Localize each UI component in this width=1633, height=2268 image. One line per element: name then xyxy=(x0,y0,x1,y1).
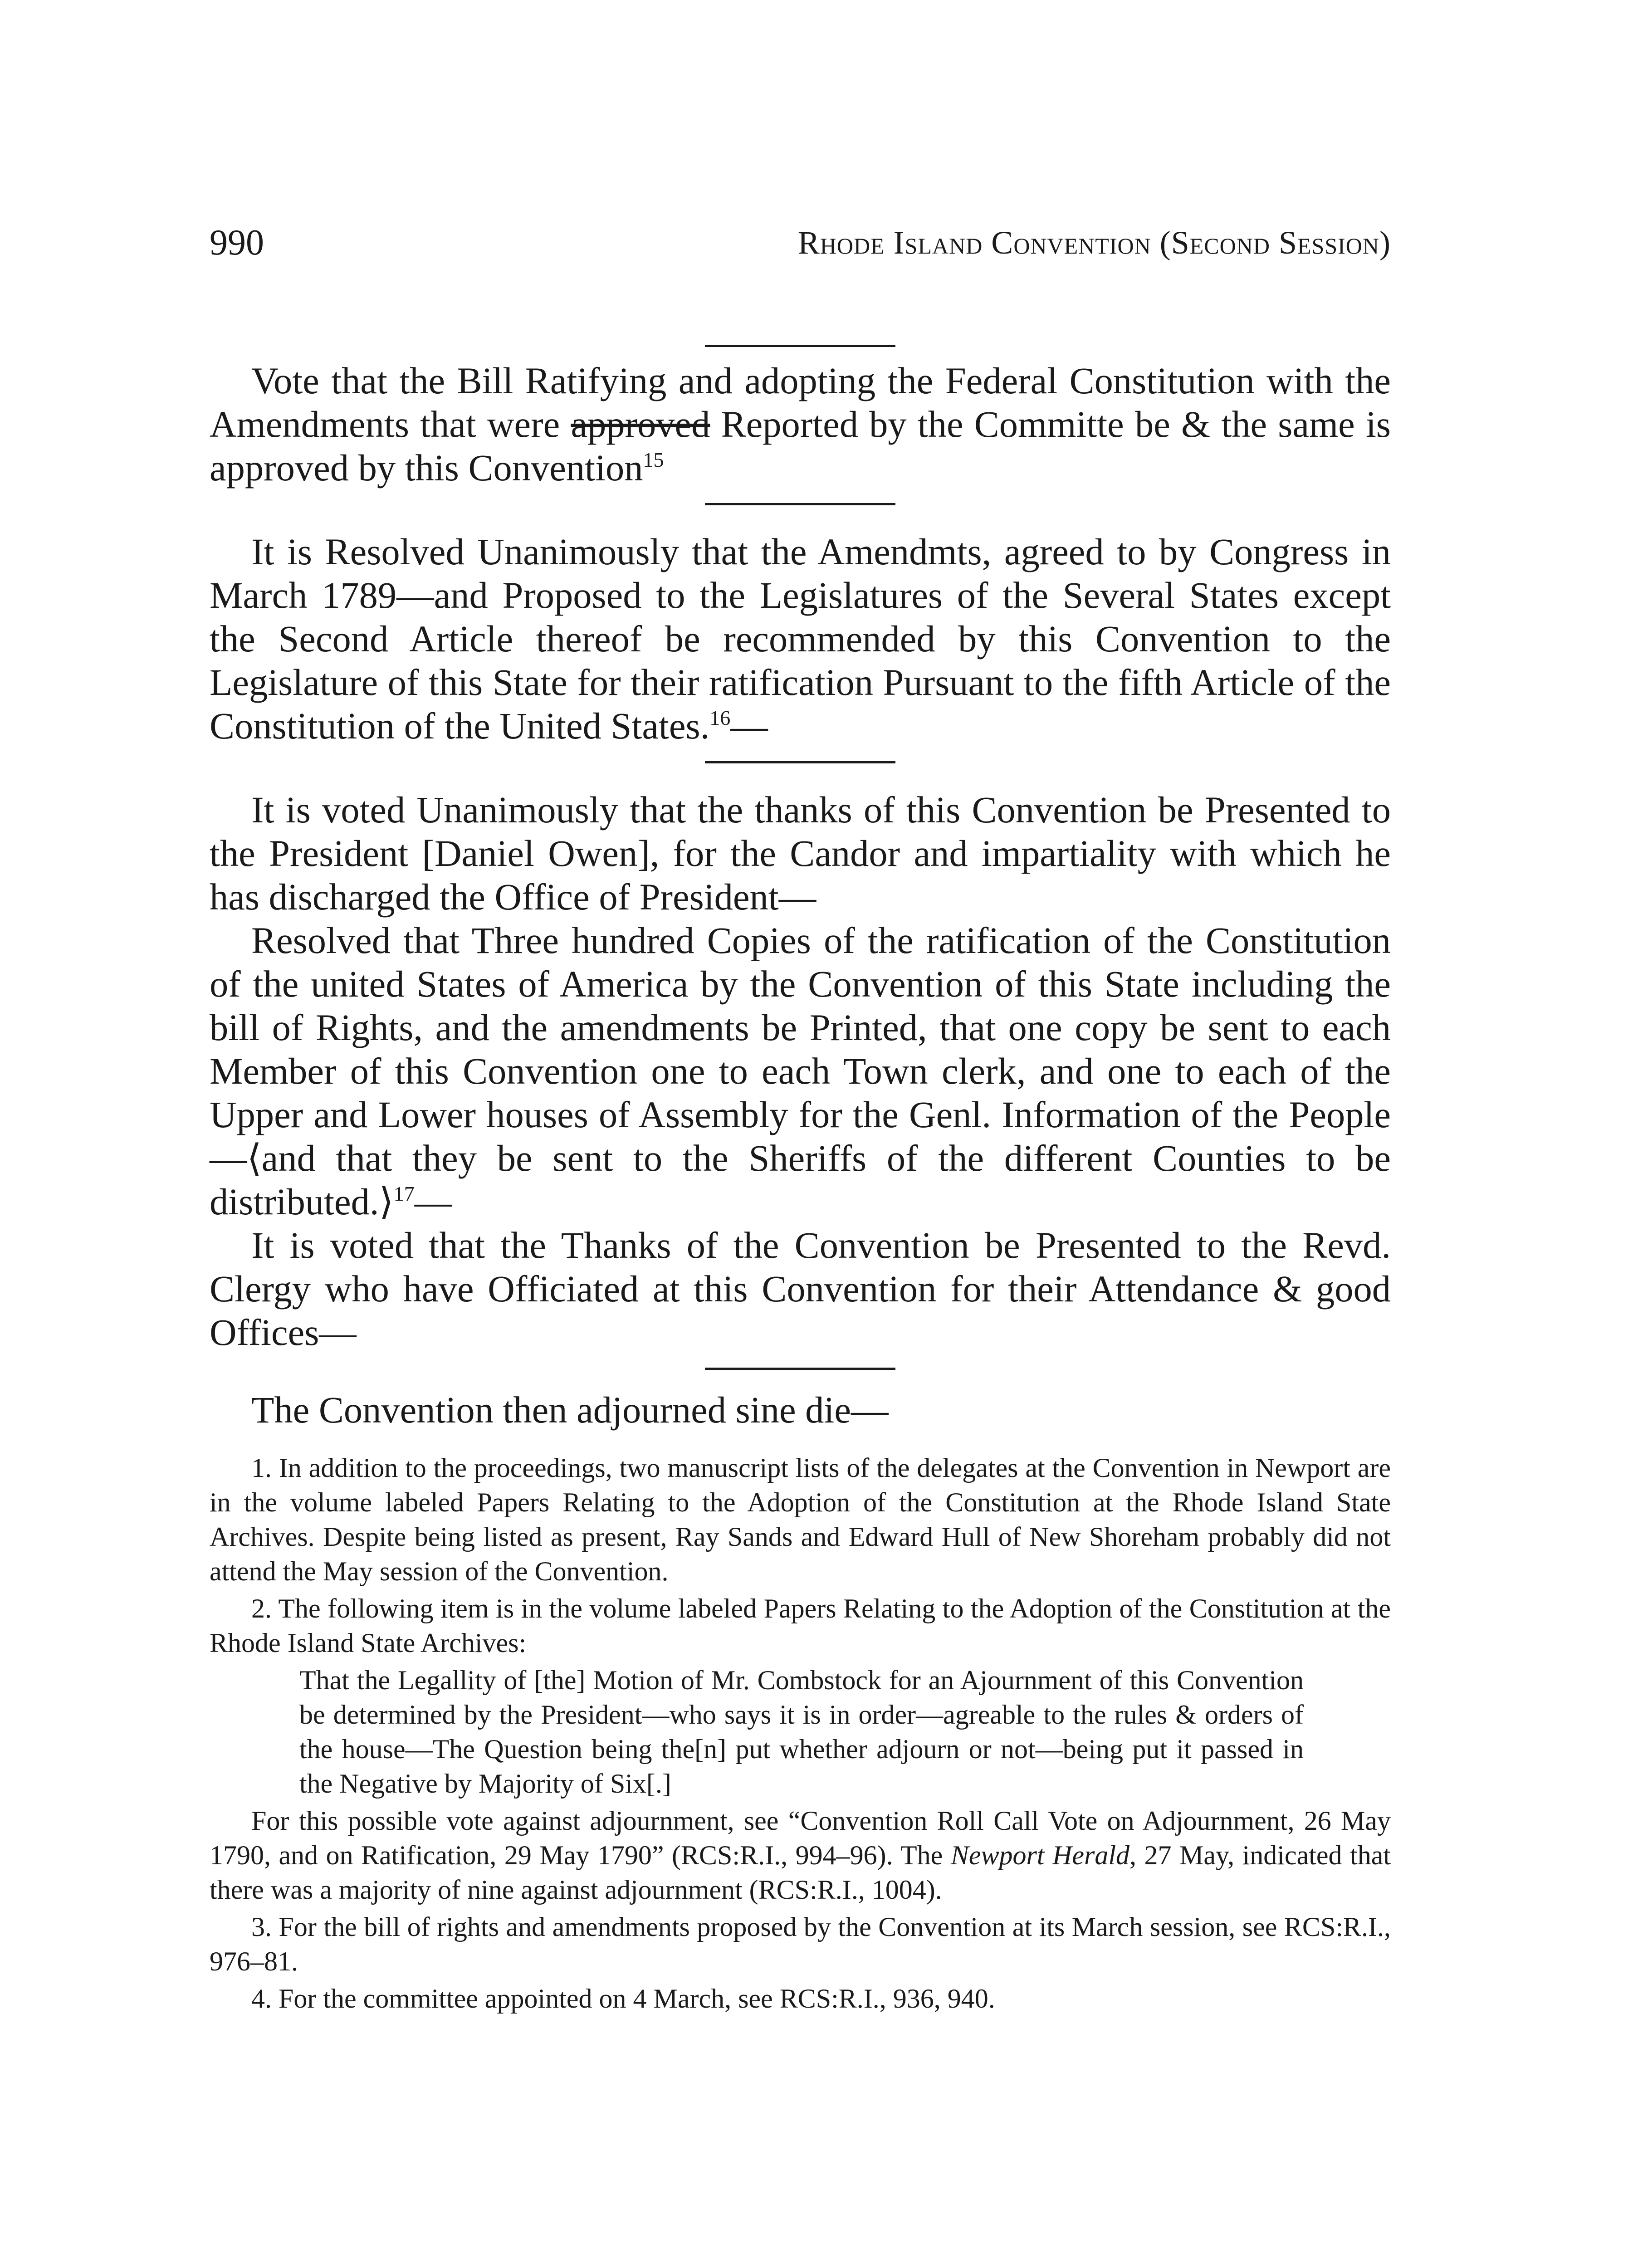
document-body xyxy=(210,345,1391,2019)
footnote-2: 2. The following item is in the volume labeled Papers Relating to the Adoption of the Constitution at the Rhode Island State Archives: xyxy=(210,1593,1391,1658)
resolved-copies-dash: — xyxy=(414,1181,452,1222)
section-divider xyxy=(705,345,895,347)
resolved-copies-text: Resolved that Three hundred Copies of the ratification of the Constitution of the united States of America by the Convention of this State including the bill of Rights, and the amendments be Printed, that one copy be sent to each Member of this Convention one to each Town clerk, and one to each of the Upper and Lower houses of Assembly for the Genl. Information of the People—⟨and that they be sent to the Sheriffs of the different Counties to be distributed.⟩ xyxy=(210,919,1391,1222)
footnote-ref-15: 15 xyxy=(643,448,664,471)
struck-word: approved xyxy=(571,403,710,445)
footnote-2-quote: That the Legallity of [the] Motion of Mr. Combstock for an Ajournment of this Convention be determined by the President—who says it is in order—agreable to the rules & orders of the house—The Question being the[n] put whether adjourn or not—being put it passed in the Negative by Majority of Six[.] xyxy=(299,1665,1304,1799)
page-number: 990 xyxy=(210,223,264,263)
footnote-2-cont-text-end: , 27 May, indicated that there was a majority of nine against adjournment (RCS:R.I., 1004). xyxy=(210,1840,1391,1905)
resolved-amendments-paragraph xyxy=(210,530,1391,748)
running-head: Rhode Island Convention (Second Session) xyxy=(797,225,1391,261)
footnote-4: 4. For the committee appointed on 4 March, see RCS:R.I., 936, 940. xyxy=(251,1984,995,2014)
footnote-2-cont-text: For this possible vote against adjournment, see “Convention Roll Call Vote on Adjournment, 26 May 1790, and on Ratification, 29 May 1790” (RCS:R.I., 994–96). The xyxy=(210,1806,1391,1870)
footnote-3: 3. For the bill of rights and amendments proposed by the Convention at its March session, see RCS:R.I., 976–81. xyxy=(210,1912,1391,1976)
thanks-clergy-paragraph: It is voted that the Thanks of the Convention be Presented to the Revd. Clergy who have Officiated at this Convention for their Attendance & good Offices— xyxy=(210,1224,1391,1353)
resolved-amendments-dash: — xyxy=(730,705,768,747)
vote-ratify-text-continued: Reported by the Committe be & the same is approved by this Convention xyxy=(210,403,1391,489)
adjourned-paragraph: The Convention then adjourned sine die— xyxy=(251,1389,889,1431)
footnote-ref-16: 16 xyxy=(709,706,731,729)
resolved-amendments-text: It is Resolved Unanimously that the Amendmts, agreed to by Congress in March 1789—and Proposed to the Legislatures of the Several States except the Second Article thereof be recommended by this Convention to the Legislature of this State for their ratification Pursuant to the fifth Article of the Constitution of the United States. xyxy=(210,531,1391,747)
page-header xyxy=(210,220,1391,265)
vote-ratify-text: Vote that the Bill Ratifying and adopting the Federal Constitution with the Amendments that were xyxy=(210,360,1391,445)
thanks-president-paragraph: It is voted Unanimously that the thanks of this Convention be Presented to the President [Daniel Owen], for the Candor and impartiality with which he has discharged the Office of President— xyxy=(210,789,1391,918)
footnote-1: 1. In addition to the proceedings, two manuscript lists of the delegates at the Convention in Newport are in the volume labeled Papers Relating to the Adoption of the Constitution at the Rhode Island State Archives. Despite being listed as present, Ray Sands and Edward Hull of New Shoreham probably did not attend the May session of the Convention. xyxy=(210,1453,1391,1586)
section-divider xyxy=(705,761,895,763)
footnote-2-continued xyxy=(210,1804,1391,1907)
section-divider xyxy=(705,1368,895,1370)
resolved-copies-paragraph xyxy=(210,919,1391,1223)
footnote-ref-17: 17 xyxy=(393,1182,415,1205)
section-divider xyxy=(705,503,895,505)
vote-ratify-paragraph xyxy=(210,359,1391,489)
newspaper-title: Newport Herald xyxy=(950,1840,1129,1870)
footnotes xyxy=(210,1451,1391,2016)
